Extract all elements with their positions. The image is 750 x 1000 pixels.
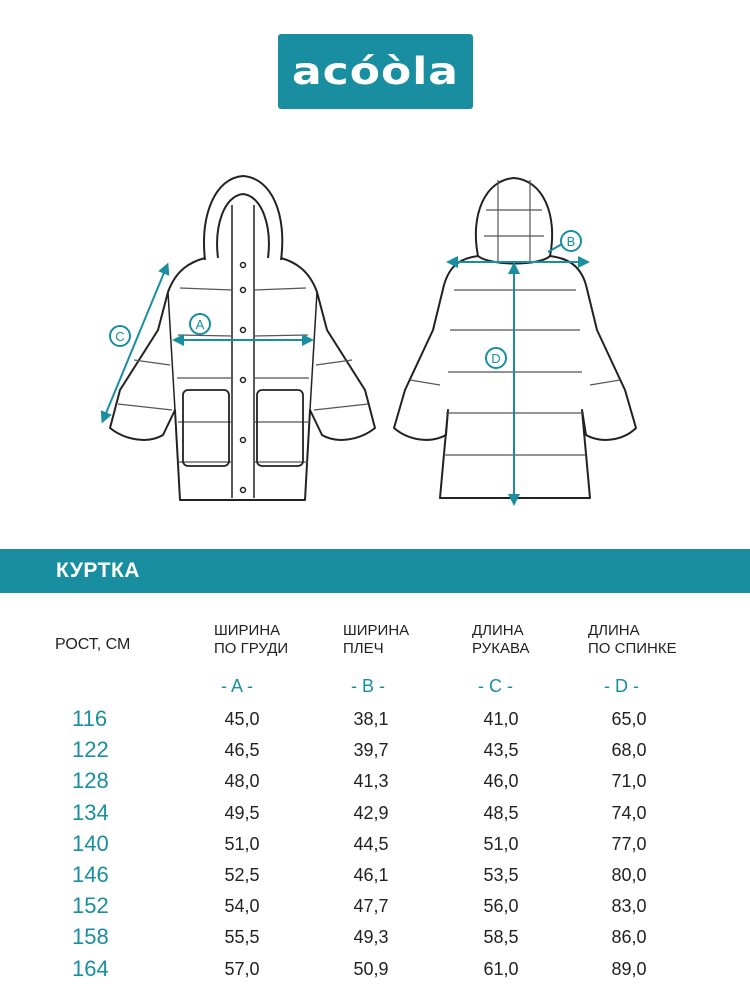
measurement-cell: 41,0 [483,709,519,729]
measurement-cell: 46,5 [224,740,260,761]
measurement-cell: 41,3 [353,771,389,792]
column-header-line: ШИРИНА [343,622,410,639]
brand-name: acóòla [291,49,459,93]
measurement-cell: 49,3 [353,927,389,948]
size-value: 146 [72,862,109,887]
measurement-cell: 43,5 [483,740,519,761]
size-value: 140 [72,830,109,856]
measurement-cell: 89,0 [611,958,647,979]
marker-c-label: C [115,329,125,344]
measurement-cell: 45,0 [224,709,260,729]
measurement-cell: 56,0 [483,896,519,917]
measurement-cell: 83,0 [611,896,647,917]
column-marker-a: - A - [221,676,254,696]
column-marker-d: - D - [604,676,639,696]
column-header-line: ПО СПИНКЕ [588,640,677,657]
jacket-front-view [110,176,375,500]
column-header-line: ПО ГРУДИ [214,640,289,657]
marker-d-label: D [491,351,501,366]
measurement-cell: 46,0 [483,771,519,792]
column-header-sleeve [472,622,529,658]
column-header-line: ШИРИНА [214,622,281,639]
measurement-cell: 42,9 [353,802,389,823]
measurement-cell: 54,0 [224,896,260,917]
measurement-cell: 44,5 [353,833,389,854]
measurement-cell: 49,5 [224,802,260,823]
measurement-cell: 38,1 [353,709,389,729]
measurement-cell: 86,0 [611,927,647,948]
section-title: КУРТКА [56,559,140,582]
brand-logo [278,34,473,109]
measurement-cell: 51,0 [483,833,519,854]
measurement-cell: 53,5 [483,865,519,885]
measurement-cell: 48,0 [224,771,260,792]
measurement-cell: 80,0 [611,865,647,885]
column-header-line: ДЛИНА [472,622,524,639]
column-header-shoulders [343,622,409,658]
measurement-cell: 57,0 [224,958,260,979]
measurement-cell: 39,7 [353,740,389,761]
size-value: 134 [72,799,109,825]
measurement-cell: 71,0 [611,771,647,792]
size-value: 116 [72,706,108,731]
marker-b [561,231,581,251]
marker-a-label: A [195,317,205,332]
size-value: 152 [72,893,109,919]
measurement-cell: 51,0 [224,833,260,854]
column-header-line: ДЛИНА [588,622,640,639]
measurement-cell: 58,5 [483,927,519,948]
column-marker-b: - B - [351,676,385,696]
marker-c [110,326,130,346]
measurement-cell: 61,0 [483,958,519,979]
size-column-header: РОСТ, СМ [55,636,131,653]
measurement-cell: 77,0 [611,833,647,854]
measurement-cell: 68,0 [611,740,647,761]
column-marker-c: - C - [478,676,513,696]
measurement-cell: 52,5 [224,865,260,885]
size-value: 164 [72,955,109,981]
size-value: 128 [72,768,109,794]
measurement-cell: 46,1 [353,865,389,885]
measurement-cell: 74,0 [611,802,647,823]
column-header-line: РУКАВА [472,640,530,657]
marker-d [486,348,506,368]
measurement-cell: 55,5 [224,927,260,948]
measurement-cell: 65,0 [611,709,647,729]
size-value: 158 [72,924,109,950]
column-header-back-length [588,622,677,658]
measurement-cell: 48,5 [483,802,519,823]
measurement-cell: 47,7 [353,896,389,917]
jacket-illustration [0,150,750,530]
size-value: 122 [72,737,109,763]
column-header-line: ПЛЕЧ [343,640,384,657]
marker-a [190,314,210,334]
section-banner [0,549,750,593]
marker-b-label: B [566,234,576,249]
measurement-cell: 50,9 [353,958,389,979]
column-header-chest [214,622,288,658]
